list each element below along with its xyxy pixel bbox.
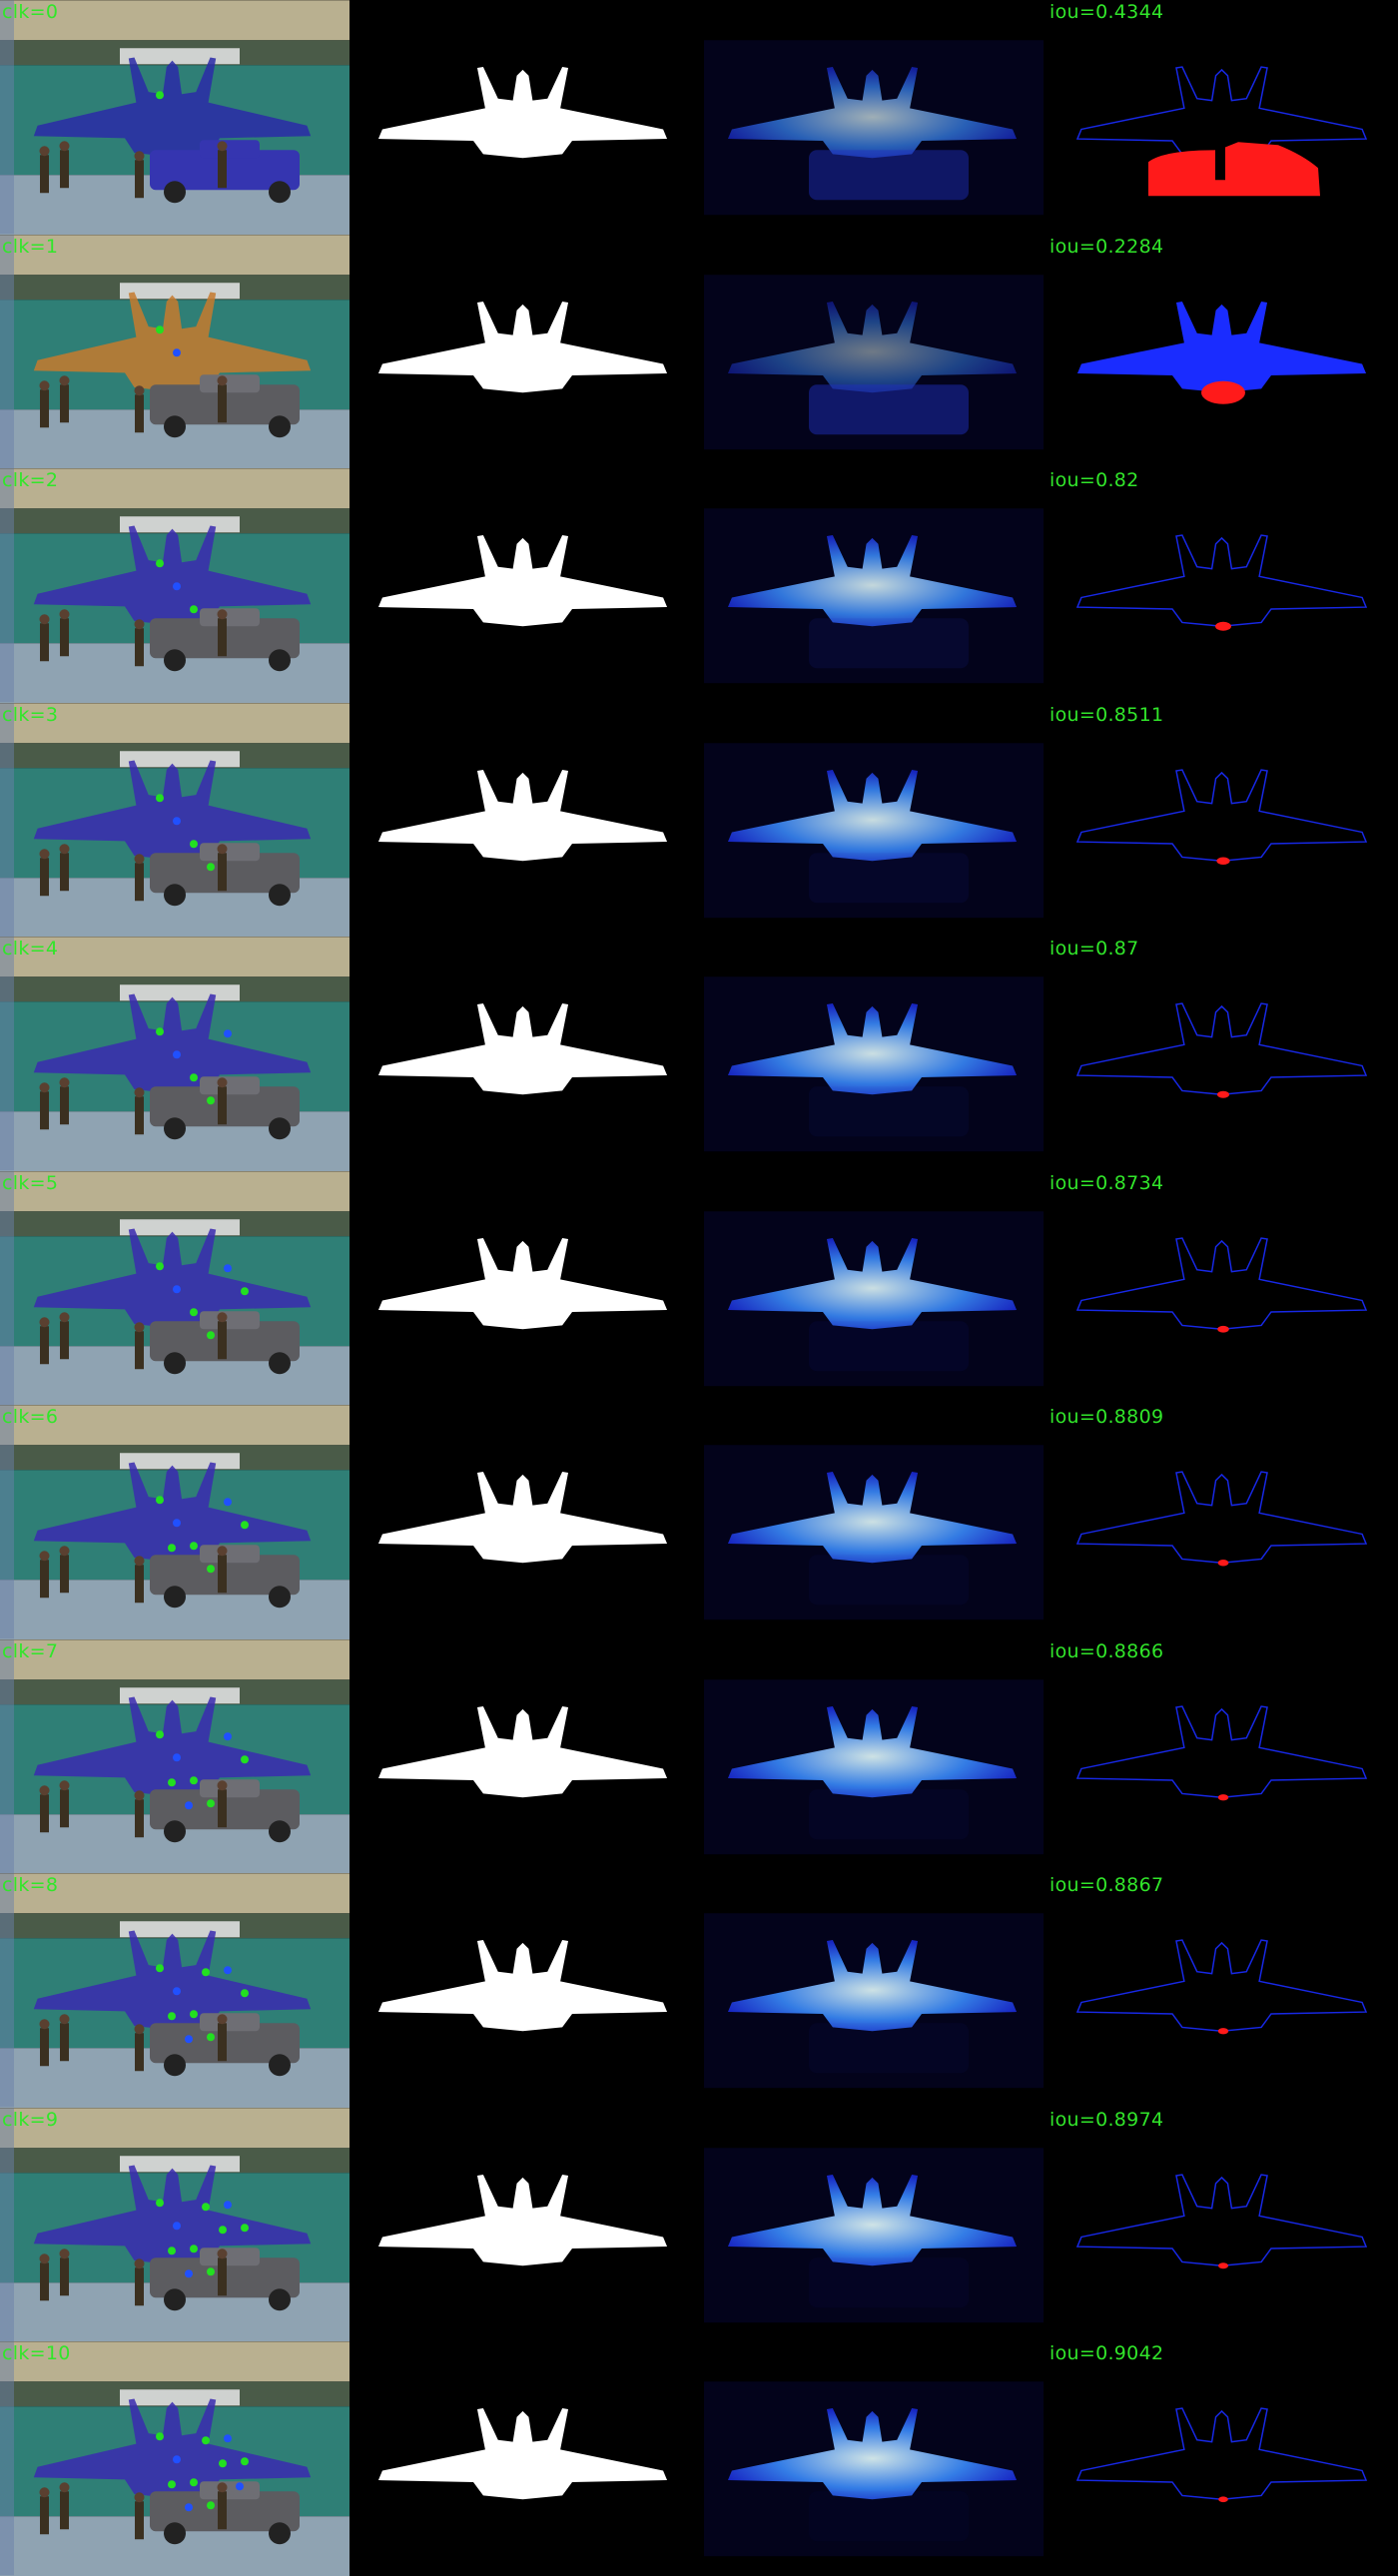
error-overlay [1048,703,1398,938]
probability-map [699,235,1048,469]
input-image-with-clicks [0,1171,350,1406]
iou-label: iou=0.8511 [1049,703,1164,726]
input-photo [0,1873,350,2108]
error-overlay [1048,1171,1398,1406]
prob-heatmap [699,1171,1048,1406]
click-count-label: clk=10 [2,2342,71,2364]
input-photo [0,1171,350,1406]
ground-truth-mask [350,2108,699,2342]
result-row [0,0,1398,235]
result-row [0,703,1398,938]
input-image-with-clicks [0,1873,350,2108]
error-overlay [1048,0,1398,235]
click-count-label: clk=1 [2,235,59,258]
probability-map [699,0,1048,235]
click-count-label: clk=4 [2,938,59,960]
click-count-label: clk=9 [2,2108,59,2131]
input-image-with-clicks [0,703,350,938]
input-image-with-clicks [0,235,350,469]
gt-jet-silhouette [350,468,699,703]
gt-jet-silhouette [350,703,699,938]
result-row [0,2108,1398,2342]
error-map [1048,2108,1398,2342]
error-map [1048,1873,1398,2108]
prob-heatmap [699,1639,1048,1874]
input-image-with-clicks [0,2108,350,2342]
input-photo [0,2108,350,2342]
gt-jet-silhouette [350,2341,699,2576]
input-image-with-clicks [0,468,350,703]
ground-truth-mask [350,1171,699,1406]
input-photo [0,0,350,235]
result-row [0,235,1398,469]
error-map [1048,1171,1398,1406]
error-overlay [1048,1873,1398,2108]
gt-jet-silhouette [350,2108,699,2342]
iou-label: iou=0.8809 [1049,1406,1164,1428]
prob-heatmap [699,2341,1048,2576]
gt-jet-silhouette [350,1171,699,1406]
probability-map [699,937,1048,1171]
gt-jet-silhouette [350,1405,699,1639]
click-count-label: clk=8 [2,1874,59,1896]
probability-map [699,1639,1048,1874]
prob-heatmap [699,0,1048,235]
input-image-with-clicks [0,1405,350,1639]
probability-map [699,1405,1048,1639]
input-image-with-clicks [0,937,350,1171]
error-map [1048,703,1398,938]
iou-label: iou=0.2284 [1049,235,1164,258]
error-overlay [1048,2108,1398,2342]
result-row [0,1639,1398,1874]
input-image-with-clicks [0,0,350,235]
probability-map [699,2108,1048,2342]
click-count-label: clk=2 [2,469,59,491]
probability-map [699,703,1048,938]
ground-truth-mask [350,468,699,703]
prob-heatmap [699,1873,1048,2108]
probability-map [699,1873,1048,2108]
iou-label: iou=0.4344 [1049,1,1164,23]
click-count-label: clk=0 [2,1,59,23]
input-image-with-clicks [0,1639,350,1874]
prob-heatmap [699,2108,1048,2342]
iou-label: iou=0.9042 [1049,2342,1164,2364]
probability-map [699,2341,1048,2576]
error-map [1048,235,1398,469]
input-photo [0,468,350,703]
ground-truth-mask [350,0,699,235]
result-row [0,1171,1398,1406]
result-row [0,2341,1398,2576]
click-count-label: clk=7 [2,1639,59,1662]
iou-label: iou=0.82 [1049,469,1139,491]
error-map [1048,2341,1398,2576]
ground-truth-mask [350,937,699,1171]
error-map [1048,1639,1398,1874]
result-row [0,937,1398,1171]
prob-heatmap [699,1405,1048,1639]
input-photo [0,937,350,1171]
iou-label: iou=0.8974 [1049,2108,1164,2131]
error-overlay [1048,1405,1398,1639]
ground-truth-mask [350,2341,699,2576]
ground-truth-mask [350,1873,699,2108]
result-row [0,1873,1398,2108]
ground-truth-mask [350,235,699,469]
gt-jet-silhouette [350,235,699,469]
ground-truth-mask [350,703,699,938]
error-map [1048,1405,1398,1639]
error-overlay [1048,1639,1398,1874]
input-photo [0,1405,350,1639]
prob-heatmap [699,703,1048,938]
iou-label: iou=0.8734 [1049,1171,1164,1194]
error-map [1048,468,1398,703]
error-overlay [1048,2341,1398,2576]
error-overlay [1048,468,1398,703]
error-map [1048,0,1398,235]
iou-label: iou=0.8867 [1049,1874,1164,1896]
gt-jet-silhouette [350,1639,699,1874]
iou-label: iou=0.87 [1049,938,1139,960]
click-count-label: clk=6 [2,1406,59,1428]
prob-heatmap [699,937,1048,1171]
probability-map [699,1171,1048,1406]
ground-truth-mask [350,1405,699,1639]
gt-jet-silhouette [350,1873,699,2108]
prob-heatmap [699,468,1048,703]
error-overlay [1048,235,1398,469]
error-overlay [1048,937,1398,1171]
result-row [0,1405,1398,1639]
input-photo [0,703,350,938]
click-count-label: clk=3 [2,703,59,726]
iou-label: iou=0.8866 [1049,1639,1164,1662]
input-photo [0,2341,350,2576]
ground-truth-mask [350,1639,699,1874]
prob-heatmap [699,235,1048,469]
probability-map [699,468,1048,703]
click-count-label: clk=5 [2,1171,59,1194]
gt-jet-silhouette [350,0,699,235]
input-photo [0,1639,350,1874]
gt-jet-silhouette [350,937,699,1171]
input-image-with-clicks [0,2341,350,2576]
error-map [1048,937,1398,1171]
result-row [0,468,1398,703]
input-photo [0,235,350,469]
